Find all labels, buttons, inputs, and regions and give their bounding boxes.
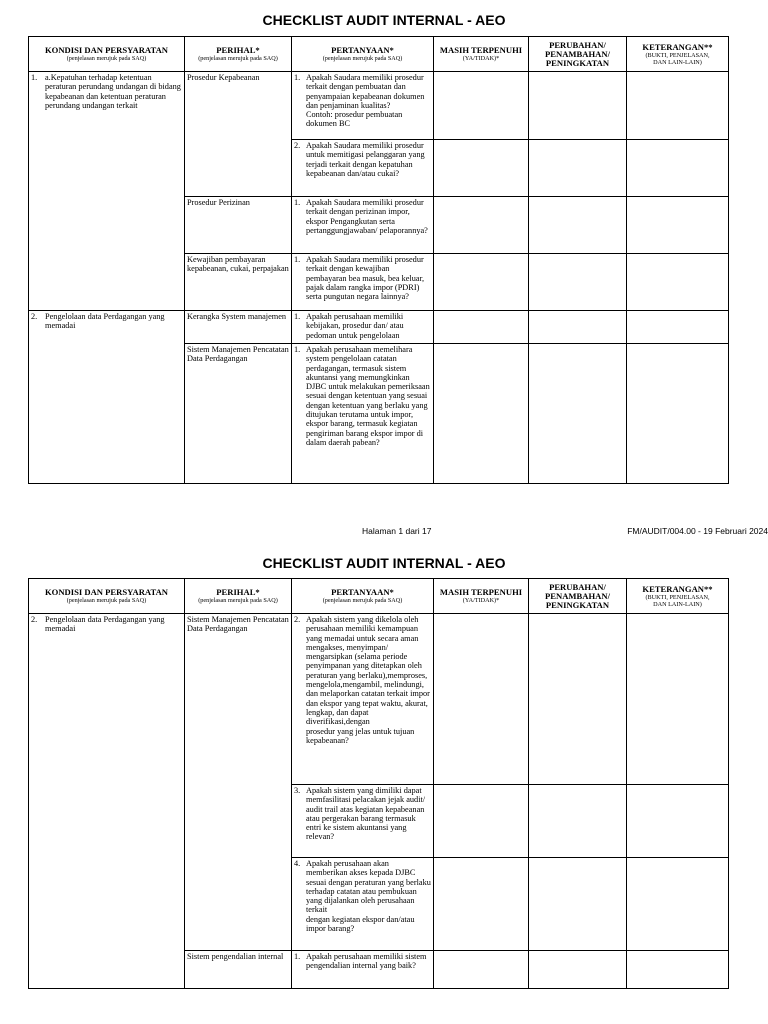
pertanyaan-cell: 1. Apakah perusahaan memiliki sistem pengendalian internal yang baik? [292,951,434,989]
header-kondisi: KONDISI DAN PERSYARATAN (penjelasan merujuk pada SAQ) [29,579,185,614]
keterangan-cell[interactable] [627,344,729,484]
keterangan-cell[interactable] [627,72,729,140]
page2-title: CHECKLIST AUDIT INTERNAL - AEO [262,555,506,571]
perihal-cell: Sistem Manajemen Pencatatan Data Perdagangan [185,614,292,951]
pertanyaan-cell: 3. Apakah sistem yang dimiliki dapat memfasilitasi pelacakan jejak audit/ audit trail atas kegiatan kepabeanan atau pergerakan barang termasuk entri ke sistem akuntansi yang relevan? [292,785,434,858]
page1-title: CHECKLIST AUDIT INTERNAL - AEO [262,12,506,28]
masih-terpenuhi-cell[interactable] [434,197,529,254]
pertanyaan-cell: 2. Apakah Saudara memiliki prosedur untuk memitigasi pelanggaran yang terjadi terkait dengan kepatuhan kepabeanan dan/atau cukai? [292,140,434,197]
table-row [29,614,729,785]
perubahan-cell[interactable] [529,72,627,140]
perubahan-cell[interactable] [529,140,627,197]
masih-terpenuhi-cell[interactable] [434,785,529,858]
pertanyaan-cell: 2. Apakah sistem yang dikelola oleh perusahaan memiliki kemampuan yang memadai untuk secara aman mengakses, menyimpan/ mengarsipkan (selama periode penyimpanan yang ditetapkan oleh peraturan yang berlaku),memproses, mengelola,mengambil, melindungi, dan melaporkan catatan terkait impor dan ekspor yang tepat waktu, akurat, lengkap, dan dapat diverifikasi,dengan prosedur yang jelas untuk tujuan kepabeanan? [292,614,434,785]
pertanyaan-cell: 1. Apakah Saudara memiliki prosedur terkait dengan perizinan impor, ekspor Pengangkutan serta pertanggungjawaban/ pelaporannya? [292,197,434,254]
perubahan-cell[interactable] [529,614,627,785]
pertanyaan-cell: 1. Apakah perusahaan memelihara system pengelolaan catatan perdagangan, termasuk sistem akuntansi yang memungkinkan DJBC untuk melakukan pemeriksaan sesuai dengan ketentuan yang sesuai dengan ketentuan yang berlaku yang ditujukan terutama untuk impor, ekspor barang, termasuk kegiatan pengiriman barang ekspor impor di dalam daerah pabean? [292,344,434,484]
keterangan-cell[interactable] [627,140,729,197]
keterangan-cell[interactable] [627,197,729,254]
keterangan-cell[interactable] [627,614,729,785]
pertanyaan-cell: 1. Apakah Saudara memiliki prosedur terkait dengan pembuatan dan penyampaian kepabeanan dokumen dan penjaminan kualitas? Contoh: prosedur pembuatan dokumen BC [292,72,434,140]
pertanyaan-cell: 4. Apakah perusahaan akan memberikan akses kepada DJBC sesuai dengan peraturan yang berlaku terhadap catatan atau pembukuan yang dijalankan oleh perusahaan terkait dengan kegiatan ekspor dan/atau impor barang? [292,858,434,951]
perihal-cell: Prosedur Kepabeanan [185,72,292,197]
header-perubahan: PERUBAHAN/ PENAMBAHAN/ PENINGKATAN [529,37,627,72]
header-pertanyaan: PERTANYAAN* (penjelasan merujuk pada SAQ) [292,579,434,614]
page-number: Halaman 1 dari 17 [362,526,432,536]
masih-terpenuhi-cell[interactable] [434,614,529,785]
masih-terpenuhi-cell[interactable] [434,254,529,311]
kondisi-cell: 2. Pengelolaan data Perdagangan yang memadai [29,311,185,484]
header-masih-terpenuhi: MASIH TERPENUHI (YA/TIDAK)* [434,37,529,72]
table-header-row [29,579,729,614]
masih-terpenuhi-cell[interactable] [434,858,529,951]
perihal-cell: Sistem pengendalian internal [185,951,292,989]
masih-terpenuhi-cell[interactable] [434,72,529,140]
perihal-cell: Kewajiban pembayaran kepabeanan, cukai, perpajakan [185,254,292,311]
perihal-cell: Sistem Manajemen Pencatatan Data Perdagangan [185,344,292,484]
header-pertanyaan: PERTANYAAN* (penjelasan merujuk pada SAQ) [292,37,434,72]
header-keterangan: KETERANGAN** (BUKTI, PENJELASAN, DAN LAIN-LAIN) [627,579,729,614]
perihal-cell: Prosedur Perizinan [185,197,292,254]
keterangan-cell[interactable] [627,858,729,951]
header-perihal: PERIHAL* (penjelasan merujuk pada SAQ) [185,37,292,72]
masih-terpenuhi-cell[interactable] [434,951,529,989]
header-masih-terpenuhi: MASIH TERPENUHI (YA/TIDAK)* [434,579,529,614]
perubahan-cell[interactable] [529,197,627,254]
audit-table-page1 [28,36,729,484]
perubahan-cell[interactable] [529,785,627,858]
perubahan-cell[interactable] [529,254,627,311]
kondisi-cell: 1. a.Kepatuhan terhadap ketentuan peraturan perundang undangan di bidang kepabeanan dan ketentuan peraturan perundang undangan terkait [29,72,185,311]
form-code: FM/AUDIT/004.00 - 19 Februari 2024 [627,526,768,536]
masih-terpenuhi-cell[interactable] [434,140,529,197]
perihal-cell: Kerangka System manajemen [185,311,292,344]
header-perubahan: PERUBAHAN/ PENAMBAHAN/ PENINGKATAN [529,579,627,614]
masih-terpenuhi-cell[interactable] [434,311,529,344]
perubahan-cell[interactable] [529,951,627,989]
masih-terpenuhi-cell[interactable] [434,344,529,484]
kondisi-cell: 2. Pengelolaan data Perdagangan yang memadai [29,614,185,989]
keterangan-cell[interactable] [627,254,729,311]
perubahan-cell[interactable] [529,858,627,951]
header-kondisi: KONDISI DAN PERSYARATAN (penjelasan merujuk pada SAQ) [29,37,185,72]
header-perihal: PERIHAL* (penjelasan merujuk pada SAQ) [185,579,292,614]
perubahan-cell[interactable] [529,344,627,484]
table-row [29,72,729,140]
keterangan-cell[interactable] [627,311,729,344]
audit-table-page2 [28,578,729,989]
pertanyaan-cell: 1. Apakah perusahaan memiliki kebijakan, prosedur dan/ atau pedoman untuk pengelolaan [292,311,434,344]
table-header-row [29,37,729,72]
pertanyaan-cell: 1. Apakah Saudara memiliki prosedur terkait dengan kewajiban pembayaran bea masuk, bea keluar, pajak dalam rangka impor (PDRI) serta pungutan negara lainnya? [292,254,434,311]
table-row [29,311,729,344]
keterangan-cell[interactable] [627,785,729,858]
perubahan-cell[interactable] [529,311,627,344]
keterangan-cell[interactable] [627,951,729,989]
header-keterangan: KETERANGAN** (BUKTI, PENJELASAN, DAN LAIN-LAIN) [627,37,729,72]
